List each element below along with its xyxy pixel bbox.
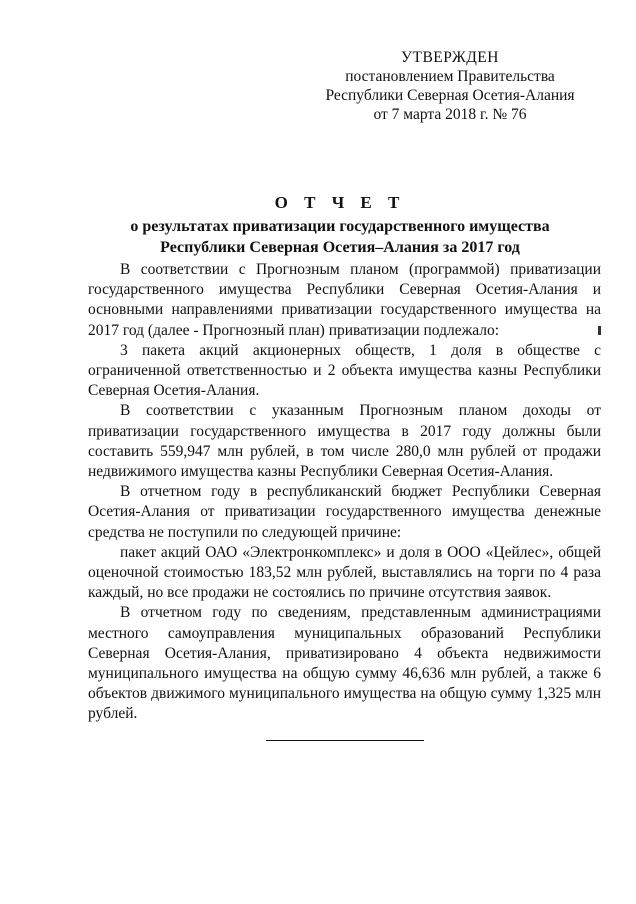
report-body [88, 260, 601, 725]
report-title: О Т Ч Е Т [274, 193, 406, 212]
approval-line-1: постановлением Правительства [345, 68, 555, 85]
paragraph-1: В соответствии с Прогнозным планом (программой) приватизации государственного имущества Республики Северная Осетия-Алания и основными направлениями приватизации государственного имущества на 2017 год (далее - Прогнозный план) приватизации подлежало: [88, 261, 601, 339]
paragraph-5: пакет акций ОАО «Электронкомплекс» и доля в ООО «Цейлес», общей оценочной стоимостью 183,52 млн рублей, выставлялись на торги по 4 раза каждый, но все продажи не состоялись по причине отсутствия заявок. [88, 543, 601, 602]
closing-rule [266, 740, 424, 741]
approval-block [300, 48, 600, 124]
report-subtitle-2: Республики Северная Осетия–Алания за 2017 год [160, 239, 520, 256]
approval-title: УТВЕРЖДЕН [401, 49, 499, 66]
report-subtitle-1: о результатах приватизации государственного имущества [130, 218, 550, 235]
paragraph-2: 3 пакета акций акционерных обществ, 1 доля в обществе с ограниченной ответственностью и 2 объекта имущества казны Республики Северная Осетия-Алания. [88, 341, 601, 400]
approval-line-2: Республики Северная Осетия-Алания [325, 87, 575, 104]
scan-artifact [598, 326, 601, 335]
paragraph-6: В отчетном году по сведениям, представленным администрациями местного самоуправления муниципальных образований Республики Северная Осетия-Алания, приватизировано 4 объекта недвижимости муниципального имущества на общую сумму 46,636 млн рублей, а также 6 объектов движимого муниципального имущества на общую сумму 1,325 млн рублей. [88, 604, 601, 723]
paragraph-3: В соответствии с указанным Прогнозным планом доходы от приватизации государственного имущества в 2017 году должны были составить 559,947 млн рублей, в том числе 280,0 млн рублей от продажи недвижимого имущества казны Республики Северная Осетия-Алания. [88, 402, 601, 481]
report-heading [80, 192, 600, 258]
approval-line-3: от 7 марта 2018 г. № 76 [373, 106, 527, 123]
paragraph-4: В отчетном году в республиканский бюджет Республики Северная Осетия-Алания от приватизации государственного имущества денежные средства не поступили по следующей причине: [88, 483, 601, 541]
